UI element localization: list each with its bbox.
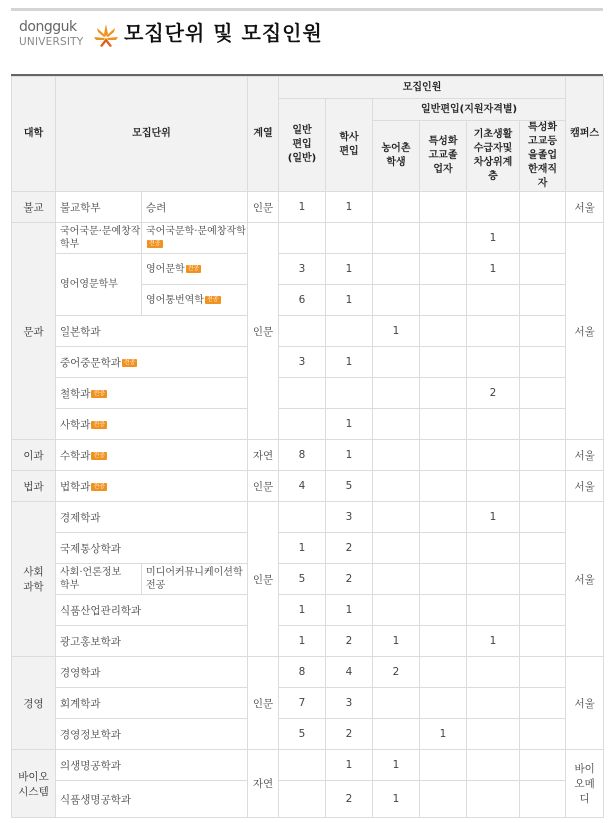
gen-count: 3 (279, 254, 326, 285)
rural-count: 1 (373, 781, 420, 818)
table-row (12, 223, 604, 254)
table-row (12, 347, 604, 378)
header-unit: 모집단위 (56, 77, 248, 192)
basic-count (467, 285, 520, 316)
worker-count (520, 285, 566, 316)
basic-count (467, 564, 520, 595)
header-bachelor-transfer: 학사편입 (326, 99, 373, 192)
basic-count (467, 533, 520, 564)
worker-count (520, 254, 566, 285)
special-count (420, 409, 467, 440)
campus-cell: 서울 (566, 440, 604, 471)
worker-count (520, 378, 566, 409)
special-count (420, 316, 467, 347)
basic-count (467, 595, 520, 626)
campus-cell: 바이오메디 (566, 750, 604, 818)
table-row (12, 564, 604, 595)
major-badge: 전공 (123, 358, 136, 366)
gen-count: 1 (279, 626, 326, 657)
college-cell: 불교 (12, 192, 56, 223)
logo-wordmark: dongguk (19, 19, 77, 35)
bach-count: 1 (326, 409, 373, 440)
rural-count (373, 409, 420, 440)
basic-count (467, 781, 520, 818)
header-campus: 캠퍼스 (566, 77, 604, 192)
gen-count: 4 (279, 471, 326, 502)
table-row (12, 657, 604, 688)
table-head (12, 77, 604, 192)
bach-count: 1 (326, 347, 373, 378)
table-body (12, 192, 604, 818)
rural-count (373, 254, 420, 285)
basic-count (467, 688, 520, 719)
table-row (12, 440, 604, 471)
university-logo (19, 17, 123, 51)
worker-count (520, 192, 566, 223)
field-cell: 인문 (248, 657, 279, 750)
college-cell: 문과 (12, 223, 56, 440)
special-count (420, 533, 467, 564)
dept-cell: 회계학과 (56, 688, 248, 719)
rural-count (373, 192, 420, 223)
header-recruit: 모집인원 (279, 77, 566, 99)
bach-count: 1 (326, 285, 373, 316)
table-row (12, 471, 604, 502)
worker-count (520, 781, 566, 818)
bach-count: 1 (326, 254, 373, 285)
rural-count: 1 (373, 626, 420, 657)
gen-count (279, 409, 326, 440)
recruitment-table-wrapper (11, 74, 603, 818)
worker-count (520, 626, 566, 657)
worker-count (520, 657, 566, 688)
worker-count (520, 316, 566, 347)
basic-count (467, 719, 520, 750)
gen-count (279, 502, 326, 533)
worker-count (520, 502, 566, 533)
major-badge: 전공 (93, 389, 106, 397)
campus-cell: 서울 (566, 192, 604, 223)
header-special-worker: 특성화고교등을졸업한재직자 (520, 121, 566, 192)
bach-count (326, 223, 373, 254)
table-row (12, 502, 604, 533)
rural-count (373, 440, 420, 471)
rural-count (373, 719, 420, 750)
rural-count: 1 (373, 316, 420, 347)
table-row (12, 750, 604, 781)
field-cell: 인문 (248, 192, 279, 223)
bach-count: 5 (326, 471, 373, 502)
table-row (12, 626, 604, 657)
rural-count (373, 564, 420, 595)
worker-count (520, 223, 566, 254)
college-cell: 법과 (12, 471, 56, 502)
dept-cell: 불교학부 (56, 192, 142, 223)
gen-count: 1 (279, 595, 326, 626)
bach-count: 3 (326, 688, 373, 719)
major-cell: 미디어커뮤니케이션학전공 (142, 564, 248, 595)
special-count (420, 688, 467, 719)
special-count (420, 626, 467, 657)
gen-count (279, 750, 326, 781)
major-cell: 영어문학 전공 (142, 254, 248, 285)
dept-cell: 법학과 전공 (56, 471, 248, 502)
table-row (12, 595, 604, 626)
dept-cell: 광고홍보학과 (56, 626, 248, 657)
gen-count: 6 (279, 285, 326, 316)
field-cell: 인문 (248, 502, 279, 657)
worker-count (520, 471, 566, 502)
special-count (420, 223, 467, 254)
bach-count: 3 (326, 502, 373, 533)
basic-count: 1 (467, 223, 520, 254)
basic-count: 1 (467, 626, 520, 657)
major-badge: 전공 (93, 451, 106, 459)
rural-count: 2 (373, 657, 420, 688)
bach-count: 2 (326, 564, 373, 595)
bach-count: 2 (326, 719, 373, 750)
special-count (420, 347, 467, 378)
special-count (420, 502, 467, 533)
campus-cell: 서울 (566, 502, 604, 657)
dept-cell: 수학과 전공 (56, 440, 248, 471)
special-count (420, 781, 467, 818)
gen-count (279, 378, 326, 409)
gen-count (279, 223, 326, 254)
table-row (12, 378, 604, 409)
worker-count (520, 564, 566, 595)
rural-count (373, 688, 420, 719)
gen-count: 5 (279, 719, 326, 750)
major-cell: 영어통번역학 전공 (142, 285, 248, 316)
major-cell: 국어국문학·문예창작학전공 (142, 223, 248, 254)
dept-cell: 경제학과 (56, 502, 248, 533)
table-row (12, 781, 604, 818)
basic-count (467, 192, 520, 223)
basic-count: 2 (467, 378, 520, 409)
dept-cell: 경영학과 (56, 657, 248, 688)
special-count (420, 471, 467, 502)
field-cell: 인문 (248, 471, 279, 502)
gen-count: 5 (279, 564, 326, 595)
worker-count (520, 750, 566, 781)
bach-count: 1 (326, 440, 373, 471)
bach-count: 2 (326, 533, 373, 564)
gen-count: 3 (279, 347, 326, 378)
rural-count (373, 378, 420, 409)
dept-cell: 의생명공학과 (56, 750, 248, 781)
major-badge: 전공 (93, 482, 106, 490)
table-row (12, 316, 604, 347)
rural-count (373, 285, 420, 316)
rural-count (373, 347, 420, 378)
gen-count: 7 (279, 688, 326, 719)
table-row (12, 719, 604, 750)
dept-cell: 국어국문·문예창작학부 (56, 223, 142, 254)
field-cell: 자연 (248, 750, 279, 818)
campus-cell: 서울 (566, 471, 604, 502)
gen-count (279, 316, 326, 347)
dept-cell: 사회·언론정보학부 (56, 564, 142, 595)
worker-count (520, 533, 566, 564)
campus-cell: 서울 (566, 657, 604, 750)
campus-cell: 서울 (566, 223, 604, 440)
dept-cell: 일본학과 (56, 316, 248, 347)
bach-count: 2 (326, 626, 373, 657)
major-badge: 전공 (149, 240, 161, 247)
dept-cell: 철학과 전공 (56, 378, 248, 409)
table-row (12, 533, 604, 564)
table-row (12, 409, 604, 440)
worker-count (520, 719, 566, 750)
lotus-emblem-icon (91, 20, 121, 50)
field-cell: 인문 (248, 223, 279, 440)
special-count (420, 657, 467, 688)
special-count (420, 564, 467, 595)
header-rural: 농어촌학생 (373, 121, 420, 192)
bach-count (326, 316, 373, 347)
rural-count (373, 471, 420, 502)
header-basic-living: 기초생활수급자및차상위계층 (467, 121, 520, 192)
dept-cell: 식품산업관리학과 (56, 595, 248, 626)
worker-count (520, 688, 566, 719)
special-count (420, 440, 467, 471)
basic-count: 1 (467, 254, 520, 285)
header-general-transfer: 일반편입 (일반) (279, 99, 326, 192)
basic-count (467, 657, 520, 688)
special-count: 1 (420, 719, 467, 750)
rural-count (373, 502, 420, 533)
bach-count: 2 (326, 781, 373, 818)
basic-count (467, 316, 520, 347)
recruitment-table (11, 76, 604, 818)
gen-count: 1 (279, 533, 326, 564)
page-header (11, 8, 603, 55)
college-cell: 바이오시스템 (12, 750, 56, 818)
bach-count (326, 378, 373, 409)
major-badge: 전공 (93, 420, 106, 428)
major-badge: 전공 (206, 295, 219, 303)
rural-count (373, 223, 420, 254)
basic-count (467, 471, 520, 502)
header-field: 계열 (248, 77, 279, 192)
dept-cell: 식품생명공학과 (56, 781, 248, 818)
gen-count: 1 (279, 192, 326, 223)
special-count (420, 285, 467, 316)
gen-count: 8 (279, 657, 326, 688)
basic-count (467, 440, 520, 471)
gen-count (279, 781, 326, 818)
basic-count (467, 409, 520, 440)
dept-cell: 중어중문학과 전공 (56, 347, 248, 378)
special-count (420, 595, 467, 626)
college-cell: 사회과학 (12, 502, 56, 657)
bach-count: 1 (326, 595, 373, 626)
special-count (420, 378, 467, 409)
bach-count: 4 (326, 657, 373, 688)
logo-subtitle: UNIVERSITY (19, 36, 84, 48)
field-cell: 자연 (248, 440, 279, 471)
worker-count (520, 440, 566, 471)
worker-count (520, 595, 566, 626)
major-badge: 전공 (187, 264, 200, 272)
major-cell: 승려 (142, 192, 248, 223)
worker-count (520, 409, 566, 440)
dept-cell: 국제통상학과 (56, 533, 248, 564)
header-college: 대학 (12, 77, 56, 192)
rural-count (373, 595, 420, 626)
college-cell: 경영 (12, 657, 56, 750)
special-count (420, 192, 467, 223)
dept-cell: 경영정보학과 (56, 719, 248, 750)
college-cell: 이과 (12, 440, 56, 471)
rural-count: 1 (373, 750, 420, 781)
dept-cell: 영어영문학부 (56, 254, 142, 316)
special-count (420, 750, 467, 781)
bach-count: 1 (326, 750, 373, 781)
special-count (420, 254, 467, 285)
worker-count (520, 347, 566, 378)
gen-count: 8 (279, 440, 326, 471)
basic-count (467, 750, 520, 781)
dept-cell: 사학과 전공 (56, 409, 248, 440)
page-title: 모집단위 및 모집인원 (124, 21, 323, 45)
header-special-hs: 특성화고교졸업자 (420, 121, 467, 192)
bach-count: 1 (326, 192, 373, 223)
basic-count: 1 (467, 502, 520, 533)
basic-count (467, 347, 520, 378)
table-row (12, 688, 604, 719)
rural-count (373, 533, 420, 564)
header-qualified-group: 일반편입(지원자격별) (373, 99, 566, 121)
table-row (12, 192, 604, 223)
table-row (12, 254, 604, 285)
